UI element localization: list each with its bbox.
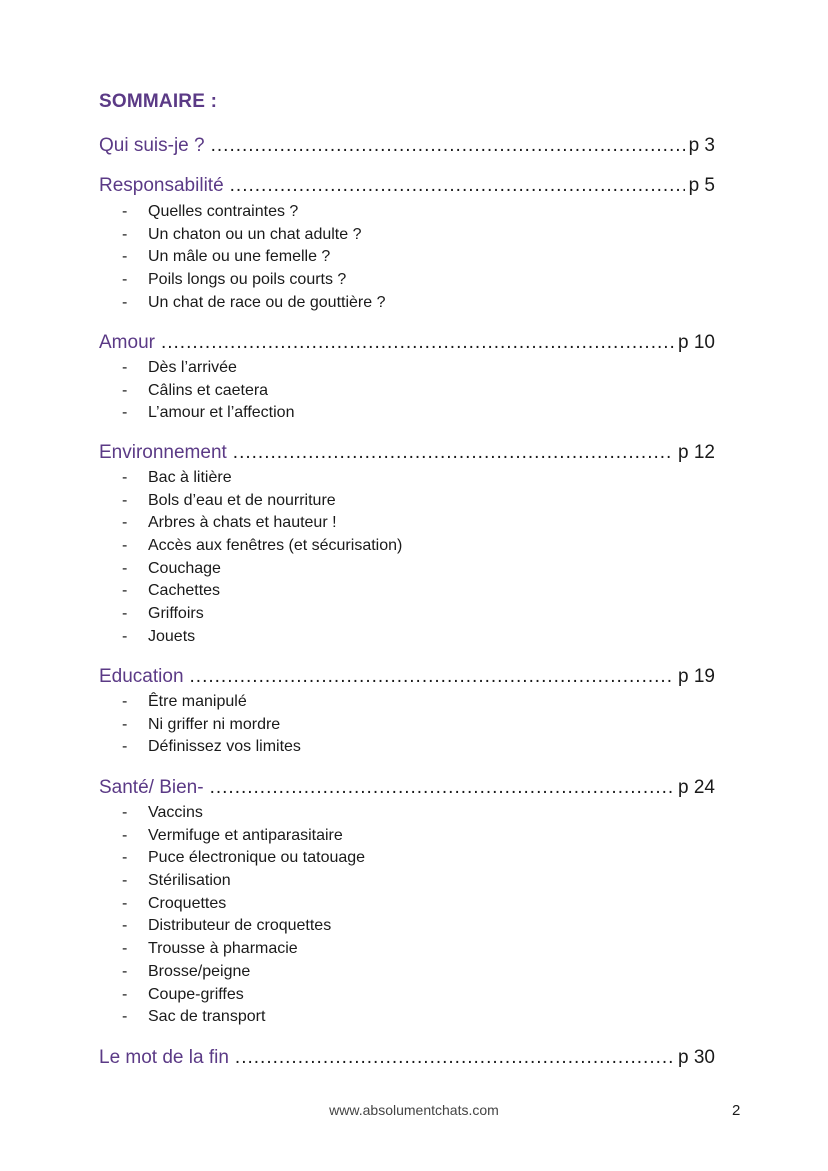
toc-entry-title: Education bbox=[99, 666, 184, 687]
list-item-label: L’amour et l’affection bbox=[148, 404, 295, 422]
list-item: - Cachettes bbox=[122, 580, 402, 603]
toc-dot-leader bbox=[235, 1047, 674, 1069]
list-item: - Un mâle ou une femelle ? bbox=[122, 246, 386, 269]
list-item-label: Griffoirs bbox=[148, 605, 204, 623]
list-item: - Bac à litière bbox=[122, 467, 402, 490]
list-item-label: Câlins et caetera bbox=[148, 381, 269, 399]
toc-entry-page: p 10 bbox=[678, 332, 715, 353]
list-item: - Bols d’eau et de nourriture bbox=[122, 490, 402, 513]
list-item: - L’amour et l’affection bbox=[122, 402, 294, 425]
list-item-label: Dès l’arrivée bbox=[148, 359, 237, 376]
list-item-label: Stérilisation bbox=[148, 872, 231, 890]
list-item: - Griffoirs bbox=[122, 603, 402, 626]
toc-dot-leader bbox=[230, 175, 685, 197]
list-item: - Un chaton ou un chat adulte ? bbox=[122, 224, 386, 247]
list-item: - Définissez vos limites bbox=[122, 736, 301, 759]
toc-heading: SOMMAIRE : bbox=[99, 91, 218, 112]
list-item: - Jouets bbox=[122, 626, 402, 649]
list-item: - Croquettes bbox=[122, 893, 365, 916]
list-item: - Un chat de race ou de gouttière ? bbox=[122, 292, 386, 315]
list-item: - Vermifuge et antiparasitaire bbox=[122, 825, 365, 848]
list-item-label: Un chat de race ou de gouttière ? bbox=[148, 293, 386, 311]
list-item-label: Croquettes bbox=[148, 894, 227, 912]
list-item-label: Bols d’eau et de nourriture bbox=[148, 491, 336, 509]
list-item-label: Bac à litière bbox=[148, 469, 232, 486]
toc-entry-sante-bien-etre[interactable] bbox=[99, 777, 715, 803]
toc-entry-page: p 12 bbox=[678, 442, 715, 463]
list-item: - Brosse/peigne bbox=[122, 961, 365, 984]
toc-entry-page: p 5 bbox=[688, 175, 715, 196]
list-item-label: Ni griffer ni mordre bbox=[148, 715, 281, 733]
toc-entry-environnement[interactable] bbox=[99, 442, 715, 468]
toc-entry-title: Responsabilité bbox=[99, 175, 224, 196]
list-item-label: Cachettes bbox=[148, 582, 221, 600]
list-item: - Stérilisation bbox=[122, 870, 365, 893]
list-item-label: Vaccins bbox=[148, 804, 203, 821]
list-item-label: Brosse/peigne bbox=[148, 962, 251, 980]
footer-page-number: 2 bbox=[732, 1102, 741, 1119]
toc-entry-title: Santé/ Bien- bbox=[99, 777, 204, 798]
list-item-label: Accès aux fenêtres (et sécurisation) bbox=[148, 537, 403, 555]
list-item: - Couchage bbox=[122, 558, 402, 581]
toc-entry-title: Qui suis-je ? bbox=[99, 135, 205, 156]
toc-entry-title: Le mot de la fin bbox=[99, 1047, 229, 1068]
toc-entry-amour[interactable] bbox=[99, 332, 715, 358]
list-item: - Trousse à pharmacie bbox=[122, 938, 365, 961]
list-item-label: Définissez vos limites bbox=[148, 738, 301, 756]
list-item-label: Un chaton ou un chat adulte ? bbox=[148, 225, 362, 243]
list-item: - Vaccins bbox=[122, 802, 365, 825]
list-item-label: Distributeur de croquettes bbox=[148, 917, 332, 935]
list-item: - Câlins et caetera bbox=[122, 380, 294, 403]
list-item: - Ni griffer ni mordre bbox=[122, 714, 301, 737]
list-item: - Poils longs ou poils courts ? bbox=[122, 269, 386, 292]
toc-entry-le-mot-de-la-fin[interactable] bbox=[99, 1047, 715, 1073]
list-item-label: Couchage bbox=[148, 559, 221, 577]
toc-sub-list-responsabilite bbox=[122, 201, 386, 314]
list-item: - Distributeur de croquettes bbox=[122, 915, 365, 938]
list-item: - Être manipulé bbox=[122, 691, 301, 714]
toc-sub-list-sante bbox=[122, 802, 365, 1029]
list-item-label: Vermifuge et antiparasitaire bbox=[148, 826, 343, 844]
toc-entry-page: p 19 bbox=[678, 666, 715, 687]
list-item-label: Trousse à pharmacie bbox=[148, 940, 298, 958]
list-item: - Coupe-griffes bbox=[122, 984, 365, 1007]
list-item-label: Arbres à chats et hauteur ! bbox=[148, 514, 337, 532]
toc-entry-education[interactable] bbox=[99, 666, 715, 692]
toc-sub-list-education bbox=[122, 691, 301, 759]
toc-entry-title: Amour bbox=[99, 332, 155, 353]
list-item-label: Poils longs ou poils courts ? bbox=[148, 271, 347, 289]
toc-dot-leader bbox=[190, 666, 675, 688]
list-item-label: Être manipulé bbox=[148, 693, 247, 710]
list-item-label: Jouets bbox=[148, 627, 196, 645]
list-item: - Arbres à chats et hauteur ! bbox=[122, 512, 402, 535]
toc-dot-leader bbox=[210, 777, 674, 799]
list-item-label: Quelles contraintes ? bbox=[148, 203, 299, 220]
toc-entry-title: Environnement bbox=[99, 442, 227, 463]
list-item: - Sac de transport bbox=[122, 1006, 365, 1029]
list-item-label: Coupe-griffes bbox=[148, 985, 244, 1003]
toc-entry-page: p 30 bbox=[678, 1047, 715, 1068]
toc-dot-leader bbox=[211, 135, 685, 157]
toc-entry-page: p 24 bbox=[678, 777, 715, 798]
toc-entry-page: p 3 bbox=[688, 135, 715, 156]
list-item-label: Un mâle ou une femelle ? bbox=[148, 248, 331, 266]
toc-dot-leader bbox=[161, 332, 674, 354]
toc-sub-list-amour bbox=[122, 357, 294, 425]
list-item: - Puce électronique ou tatouage bbox=[122, 847, 365, 870]
toc-dot-leader bbox=[233, 442, 674, 464]
list-item: - Accès aux fenêtres (et sécurisation) bbox=[122, 535, 402, 558]
toc-entry-responsabilite[interactable] bbox=[99, 175, 715, 201]
toc-entry-qui-suis-je[interactable] bbox=[99, 135, 715, 161]
list-item: - Quelles contraintes ? bbox=[122, 201, 386, 224]
footer-website-url[interactable]: www.absolumentchats.com bbox=[329, 1102, 499, 1118]
list-item-label: Sac de transport bbox=[148, 1008, 266, 1026]
list-item-label: Puce électronique ou tatouage bbox=[148, 849, 366, 867]
list-item: - Dès l’arrivée bbox=[122, 357, 294, 380]
toc-sub-list-environnement bbox=[122, 467, 402, 649]
